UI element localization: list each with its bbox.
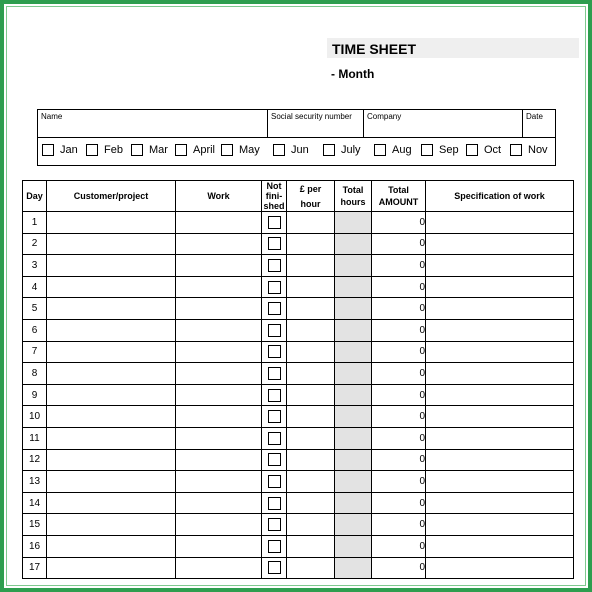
month-label-text: Nov [528,144,548,156]
per-hour-cell[interactable] [287,557,335,579]
col-total-hours-line: hours [340,197,366,207]
customer-project-cell[interactable] [47,535,176,557]
month-option-nov[interactable] [510,144,548,156]
work-cell[interactable] [176,449,262,471]
month-checkbox[interactable] [273,144,285,156]
day-cell: 4 [23,276,47,298]
specification-cell[interactable] [426,319,574,341]
specification-cell[interactable] [426,255,574,277]
total-amount-cell: 0 [372,449,426,471]
total-hours-cell[interactable] [335,406,372,428]
day-cell: 12 [23,449,47,471]
customer-project-cell[interactable] [47,212,176,234]
month-option-april[interactable] [175,144,215,156]
day-cell: 9 [23,384,47,406]
not-finished-checkbox[interactable] [268,345,281,358]
col-per-hour-line: £ per [299,183,322,194]
work-cell[interactable] [176,233,262,255]
not-finished-checkbox[interactable] [268,475,281,488]
day-cell: 6 [23,319,47,341]
col-specification: Specification of work [426,181,574,212]
per-hour-cell[interactable] [287,406,335,428]
per-hour-cell[interactable] [287,276,335,298]
company-field-label: Company [367,112,402,121]
specification-cell[interactable] [426,449,574,471]
total-hours-cell[interactable] [335,319,372,341]
col-not-finished-line: shed [263,201,285,211]
month-checkbox[interactable] [42,144,54,156]
col-not-finished-line: Not [266,181,282,191]
specification-cell[interactable] [426,341,574,363]
date-field[interactable] [522,110,555,137]
month-checkbox[interactable] [221,144,233,156]
month-label-text: Mar [149,144,168,156]
col-per-hour-line: hour [300,198,321,209]
per-hour-cell[interactable] [287,341,335,363]
work-cell[interactable] [176,492,262,514]
not-finished-checkbox[interactable] [268,518,281,531]
specification-cell[interactable] [426,535,574,557]
work-cell[interactable] [176,363,262,385]
day-cell: 13 [23,471,47,493]
col-not-finished [262,181,287,212]
total-amount-cell: 0 [372,341,426,363]
total-amount-cell: 0 [372,298,426,320]
month-label-text: Jun [291,144,309,156]
not-finished-cell [262,471,287,493]
per-hour-cell[interactable] [287,384,335,406]
work-cell[interactable] [176,319,262,341]
customer-project-cell[interactable] [47,449,176,471]
not-finished-cell [262,276,287,298]
customer-project-cell[interactable] [47,406,176,428]
month-checkbox[interactable] [466,144,478,156]
total-amount-cell: 0 [372,406,426,428]
day-cell: 7 [23,341,47,363]
not-finished-cell [262,319,287,341]
month-label-text: July [341,144,361,156]
table-row [23,384,574,406]
name-field-label: Name [41,112,63,121]
not-finished-cell [262,492,287,514]
total-amount-cell: 0 [372,427,426,449]
specification-cell[interactable] [426,298,574,320]
total-amount-cell: 0 [372,233,426,255]
table-row [23,492,574,514]
total-hours-cell[interactable] [335,298,372,320]
per-hour-cell[interactable] [287,255,335,277]
specification-cell[interactable] [426,384,574,406]
col-day: Day [23,181,47,212]
total-hours-cell[interactable] [335,255,372,277]
month-option-jun[interactable] [273,144,309,156]
total-amount-cell: 0 [372,384,426,406]
work-cell[interactable] [176,255,262,277]
day-cell: 14 [23,492,47,514]
total-amount-cell: 0 [372,535,426,557]
per-hour-cell[interactable] [287,233,335,255]
not-finished-checkbox[interactable] [268,389,281,402]
work-cell[interactable] [176,535,262,557]
total-hours-cell[interactable] [335,276,372,298]
table-row [23,298,574,320]
month-option-may[interactable] [221,144,260,156]
customer-project-cell[interactable] [47,319,176,341]
name-field[interactable] [38,110,267,137]
ssn-field[interactable] [267,110,363,137]
not-finished-checkbox[interactable] [268,410,281,423]
work-cell[interactable] [176,427,262,449]
table-row [23,449,574,471]
per-hour-cell[interactable] [287,363,335,385]
day-cell: 2 [23,233,47,255]
specification-cell[interactable] [426,492,574,514]
customer-project-cell[interactable] [47,298,176,320]
not-finished-checkbox[interactable] [268,561,281,574]
month-option-july[interactable] [323,144,361,156]
specification-cell[interactable] [426,427,574,449]
month-label-text: Sep [439,144,459,156]
total-amount-cell: 0 [372,514,426,536]
total-hours-cell[interactable] [335,363,372,385]
day-cell: 16 [23,535,47,557]
not-finished-checkbox[interactable] [268,540,281,553]
table-row [23,406,574,428]
month-label-text: Oct [484,144,502,156]
total-amount-cell: 0 [372,492,426,514]
not-finished-checkbox[interactable] [268,237,281,250]
total-amount-cell: 0 [372,557,426,579]
not-finished-checkbox[interactable] [268,259,281,272]
month-label-text: Jan [60,144,78,156]
month-checkboxes [38,138,555,165]
customer-project-cell[interactable] [47,276,176,298]
total-hours-cell[interactable] [335,471,372,493]
col-total-amount-line: Total [388,185,409,195]
specification-cell[interactable] [426,233,574,255]
total-amount-cell: 0 [372,319,426,341]
month-label-text: May [239,144,260,156]
day-cell: 17 [23,557,47,579]
customer-project-cell[interactable] [47,427,176,449]
not-finished-checkbox[interactable] [268,497,281,510]
table-row [23,427,574,449]
work-cell[interactable] [176,557,262,579]
not-finished-cell [262,212,287,234]
per-hour-cell[interactable] [287,535,335,557]
table-row [23,233,574,255]
table-row [23,212,574,234]
day-cell: 3 [23,255,47,277]
day-cell: 5 [23,298,47,320]
not-finished-checkbox[interactable] [268,367,281,380]
not-finished-cell [262,341,287,363]
day-cell: 11 [23,427,47,449]
table-body [23,212,574,579]
work-cell[interactable] [176,514,262,536]
not-finished-cell [262,514,287,536]
col-total-amount-line: AMOUNT [378,197,419,207]
not-finished-checkbox[interactable] [268,453,281,466]
not-finished-cell [262,363,287,385]
month-label-text: April [193,144,216,156]
month-checkbox[interactable] [131,144,143,156]
per-hour-cell[interactable] [287,514,335,536]
col-total-hours-line: Total [342,185,364,195]
not-finished-cell [262,233,287,255]
col-customer-project: Customer/project [47,181,176,212]
total-hours-cell[interactable] [335,557,372,579]
not-finished-cell [262,427,287,449]
table-row [23,514,574,536]
per-hour-cell[interactable] [287,212,335,234]
day-cell: 8 [23,363,47,385]
not-finished-cell [262,384,287,406]
work-cell[interactable] [176,341,262,363]
customer-project-cell[interactable] [47,363,176,385]
month-option-oct[interactable] [466,144,501,156]
month-option-jan[interactable] [42,144,78,156]
work-cell[interactable] [176,384,262,406]
specification-cell[interactable] [426,276,574,298]
company-field[interactable] [363,110,522,137]
not-finished-checkbox[interactable] [268,302,281,315]
customer-project-cell[interactable] [47,514,176,536]
timesheet-table [22,180,574,579]
total-amount-cell: 0 [372,212,426,234]
table-row [23,363,574,385]
month-label-text: Feb [104,144,123,156]
table-row [23,319,574,341]
work-cell[interactable] [176,406,262,428]
work-cell[interactable] [176,298,262,320]
info-fields-row [38,110,555,138]
total-amount-cell: 0 [372,276,426,298]
day-cell: 15 [23,514,47,536]
not-finished-cell [262,298,287,320]
work-cell[interactable] [176,471,262,493]
not-finished-checkbox[interactable] [268,281,281,294]
not-finished-cell [262,557,287,579]
date-field-label: Date [526,112,543,121]
month-option-aug[interactable] [374,144,412,156]
specification-cell[interactable] [426,406,574,428]
month-option-sep[interactable] [421,144,459,156]
per-hour-cell[interactable] [287,427,335,449]
per-hour-cell[interactable] [287,449,335,471]
specification-cell[interactable] [426,557,574,579]
specification-cell[interactable] [426,514,574,536]
not-finished-checkbox[interactable] [268,432,281,445]
total-hours-cell[interactable] [335,212,372,234]
info-section [37,109,556,166]
month-checkbox[interactable] [175,144,187,156]
month-checkbox[interactable] [323,144,335,156]
work-cell[interactable] [176,276,262,298]
customer-project-cell[interactable] [47,255,176,277]
total-amount-cell: 0 [372,471,426,493]
per-hour-cell[interactable] [287,492,335,514]
not-finished-checkbox[interactable] [268,324,281,337]
month-option-mar[interactable] [131,144,168,156]
not-finished-checkbox[interactable] [268,216,281,229]
page-title: TIME SHEET [332,41,417,57]
day-cell: 10 [23,406,47,428]
total-hours-cell[interactable] [335,492,372,514]
per-hour-cell[interactable] [287,471,335,493]
total-hours-cell[interactable] [335,341,372,363]
not-finished-cell [262,535,287,557]
table-row [23,471,574,493]
total-hours-cell[interactable] [335,514,372,536]
month-checkbox[interactable] [421,144,433,156]
table-row [23,255,574,277]
month-label-text: Aug [392,144,412,156]
month-checkbox[interactable] [374,144,386,156]
total-amount-cell: 0 [372,363,426,385]
customer-project-cell[interactable] [47,492,176,514]
customer-project-cell[interactable] [47,557,176,579]
per-hour-cell[interactable] [287,319,335,341]
table-row [23,535,574,557]
col-work: Work [176,181,262,212]
col-not-finished-line: fini- [265,191,283,201]
table-header-row [23,181,574,212]
not-finished-cell [262,255,287,277]
total-hours-cell[interactable] [335,449,372,471]
month-checkbox[interactable] [86,144,98,156]
col-total-hours [335,181,372,212]
specification-cell[interactable] [426,363,574,385]
customer-project-cell[interactable] [47,233,176,255]
table-row [23,276,574,298]
ssn-field-label: Social security number [271,112,352,121]
total-hours-cell[interactable] [335,384,372,406]
total-amount-cell: 0 [372,255,426,277]
table-row [23,341,574,363]
col-total-amount [372,181,426,212]
day-cell: 1 [23,212,47,234]
customer-project-cell[interactable] [47,471,176,493]
total-hours-cell[interactable] [335,535,372,557]
month-checkbox[interactable] [510,144,522,156]
specification-cell[interactable] [426,471,574,493]
work-cell[interactable] [176,212,262,234]
total-hours-cell[interactable] [335,427,372,449]
table-row [23,557,574,579]
per-hour-cell[interactable] [287,298,335,320]
not-finished-cell [262,449,287,471]
month-option-feb[interactable] [86,144,123,156]
customer-project-cell[interactable] [47,341,176,363]
specification-cell[interactable] [426,212,574,234]
customer-project-cell[interactable] [47,384,176,406]
not-finished-cell [262,406,287,428]
month-label: - Month [331,67,375,81]
col-per-hour [287,181,335,212]
total-hours-cell[interactable] [335,233,372,255]
